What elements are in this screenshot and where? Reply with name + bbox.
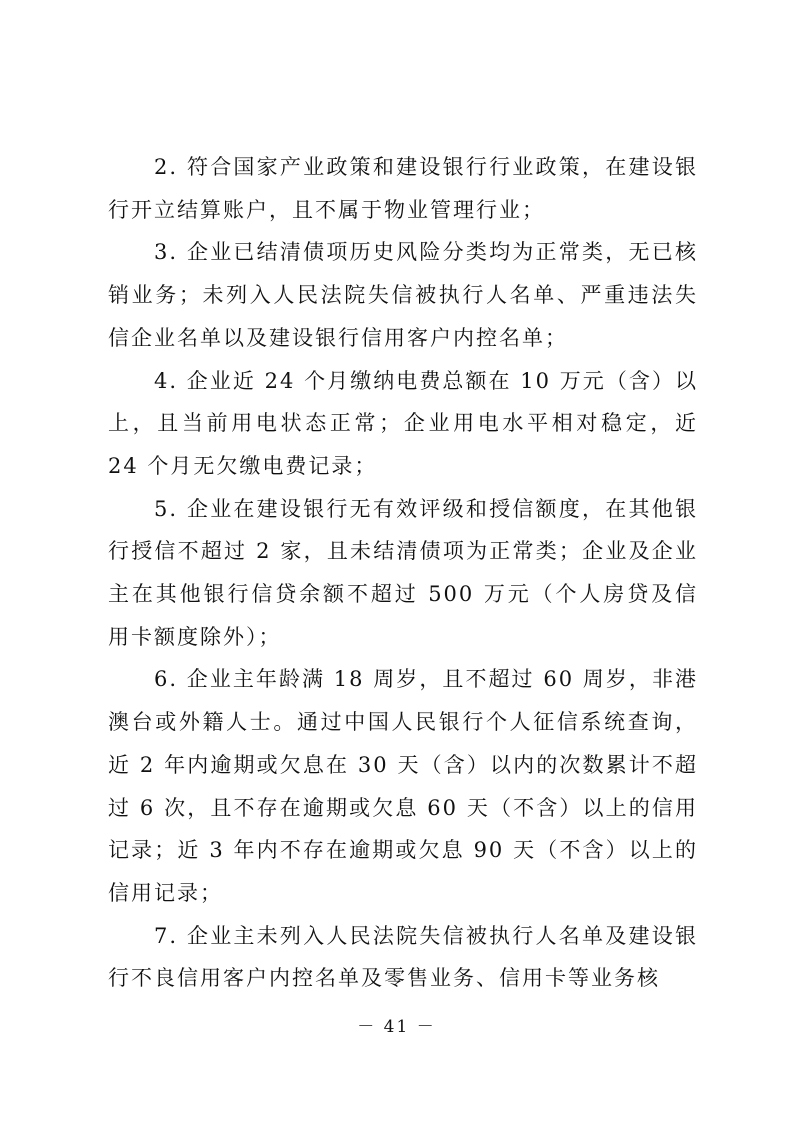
page-number: － 41 － — [357, 1017, 436, 1037]
paragraph-item-4: 4. 企业近 24 个月缴纳电费总额在 10 万元（含）以上，且当前用电状态正常；企业用电水平相对稳定，近 24 个月无欠缴电费记录； — [108, 368, 698, 478]
body-text — [108, 146, 698, 1000]
paragraph-item-7: 7. 企业主未列入人民法院失信被执行人名单及建设银行不良信用客户内控名单及零售业务、信用卡等业务核 — [108, 923, 698, 991]
paragraph-item-6: 6. 企业主年龄满 18 周岁，且不超过 60 周岁，非港澳台或外籍人士。通过中国人民银行个人征信系统查询，近 2 年内逾期或欠息在 30 天（含）以内的次数累计不超过 6 次，且不存在逾期或欠息 60 天（不含）以上的信用记录；近 3 年内不存在逾期或欠息 90 天（不含）以上的信用记录； — [108, 667, 698, 905]
paragraph-item-3: 3. 企业已结清债项历史风险分类均为正常类，无已核销业务；未列入人民法院失信被执行人名单、严重违法失信企业名单以及建设银行信用客户内控名单； — [108, 240, 698, 350]
paragraph-item-2: 2. 符合国家产业政策和建设银行行业政策，在建设银行开立结算账户，且不属于物业管理行业； — [108, 155, 698, 222]
paragraph-item-5: 5. 企业在建设银行无有效评级和授信额度，在其他银行授信不超过 2 家，且未结清债项为正常类；企业及企业主在其他银行信贷余额不超过 500 万元（个人房贷及信用卡额度除外）； — [108, 496, 698, 649]
